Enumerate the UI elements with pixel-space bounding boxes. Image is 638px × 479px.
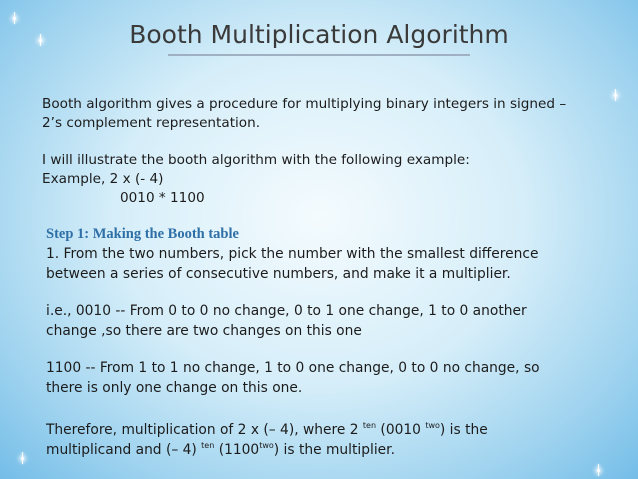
first-number-analysis-2: change ,so there are two changes on this one <box>46 323 362 339</box>
slide-title: Booth Multiplication Algorithm <box>129 20 509 49</box>
subscript-two: two <box>259 441 274 450</box>
subscript-ten: ten <box>201 441 215 450</box>
conclusion-text-1a: Therefore, multiplication of 2 x (– 4), where 2 <box>46 422 363 438</box>
example-expression: Example, 2 x (- 4) <box>42 171 164 187</box>
example-binary: 0010 * 1100 <box>120 190 205 206</box>
intro-line-1: Booth algorithm gives a procedure for multiplying binary integers in signed – <box>42 96 567 112</box>
conclusion-text-2c: ) is the multiplier. <box>273 442 395 458</box>
second-number-analysis-1: 1100 -- From 1 to 1 no change, 1 to 0 one change, 0 to 0 no change, so <box>46 360 540 376</box>
subscript-ten: ten <box>362 421 377 430</box>
step-1-line-1: 1. From the two numbers, pick the number with the smallest difference <box>46 246 539 262</box>
conclusion-text-1b: (0010 <box>376 422 426 438</box>
conclusion-line-2 <box>46 436 395 460</box>
title-underline <box>168 54 470 56</box>
step-1-heading: Step 1: Making the Booth table <box>46 226 239 242</box>
second-number-analysis-2: there is only one change on this one. <box>46 380 303 396</box>
step-1-line-2: between a series of consecutive numbers, and make it a multiplier. <box>46 266 511 282</box>
subscript-two: two <box>425 421 440 430</box>
intro-line-2: 2’s complement representation. <box>42 115 261 131</box>
conclusion-text-2b: (1100 <box>214 442 260 458</box>
conclusion-text-2a: multiplicand and (– 4) <box>46 442 202 458</box>
example-intro: I will illustrate the booth algorithm with the following example: <box>42 152 470 168</box>
first-number-analysis-1: i.e., 0010 -- From 0 to 0 no change, 0 to 1 one change, 1 to 0 another <box>46 303 527 319</box>
conclusion-text-1c: ) is the <box>439 422 488 438</box>
